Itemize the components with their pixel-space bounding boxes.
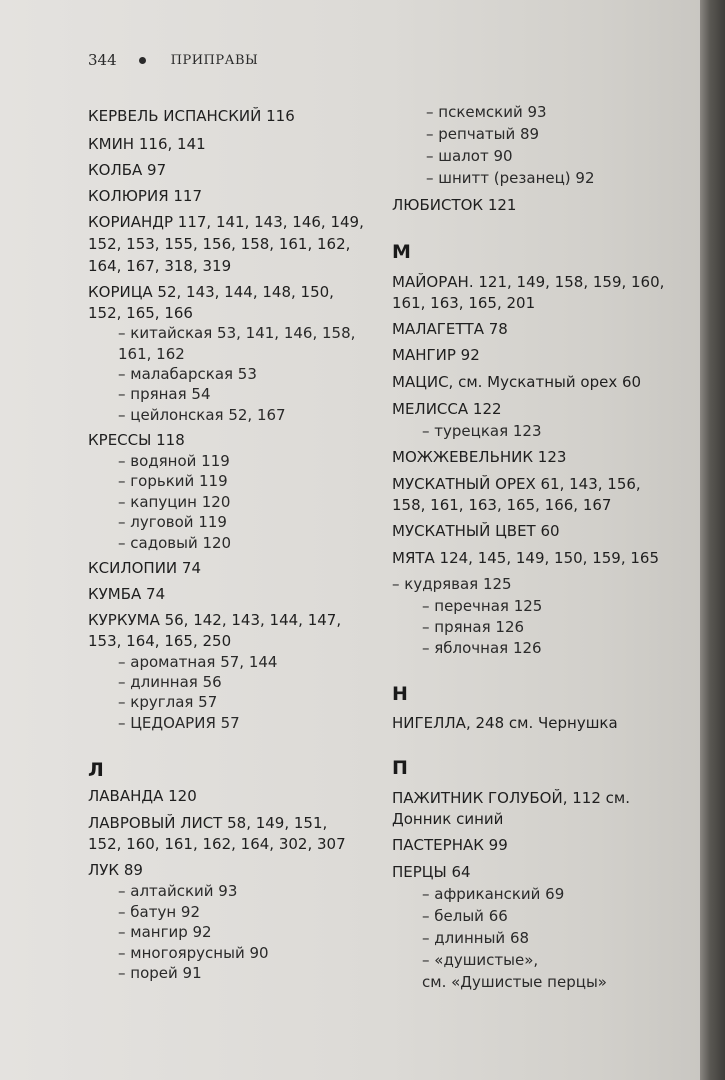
- index-subentry: – луговой 119: [118, 513, 227, 531]
- index-entry: КСИЛОПИИ 74: [88, 559, 202, 577]
- index-entry: МАЛАГЕТТА 78: [392, 320, 508, 338]
- index-entry: ЛАВРОВЫЙ ЛИСТ 58, 149, 151,: [88, 814, 328, 832]
- index-subentry: – горький 119: [118, 472, 228, 490]
- index-subentry: – африканский 69: [422, 885, 565, 903]
- index-entry: КМИН 116, 141: [88, 135, 206, 153]
- index-subentry: – шалот 90: [426, 147, 513, 165]
- bullet-icon: [139, 57, 146, 64]
- index-entry: КЕРВЕЛЬ ИСПАНСКИЙ 116: [88, 107, 295, 125]
- index-subentry: – китайская 53, 141, 146, 158,: [118, 324, 356, 342]
- index-subentry: – перечная 125: [422, 597, 543, 615]
- section-letter: Н: [392, 683, 408, 705]
- index-entry-continuation: 152, 160, 161, 162, 164, 302, 307: [88, 835, 346, 853]
- index-entry-continuation: 161, 163, 165, 201: [392, 294, 536, 312]
- index-subentry: – круглая 57: [118, 693, 218, 711]
- index-entry: МЯТА 124, 145, 149, 150, 159, 165: [392, 549, 660, 567]
- index-entry-continuation: 164, 167, 318, 319: [88, 257, 232, 275]
- index-entry: ЛУК 89: [88, 861, 143, 879]
- index-entry-continuation: 152, 153, 155, 156, 158, 161, 162,: [88, 235, 351, 253]
- index-subentry: – пскемский 93: [426, 103, 547, 121]
- index-subentry: – малабарская 53: [118, 365, 257, 383]
- index-entry: МАЦИС, см. Мускатный орех 60: [392, 373, 642, 391]
- index-entry: КОРИЦА 52, 143, 144, 148, 150,: [88, 283, 334, 301]
- index-subentry: – алтайский 93: [118, 882, 238, 900]
- book-page-edge: [700, 0, 725, 1080]
- index-subentry: – пряная 54: [118, 385, 211, 403]
- index-subentry: – садовый 120: [118, 534, 232, 552]
- index-entry: ЛЮБИСТОК 121: [392, 196, 517, 214]
- index-entry: ПАСТЕРНАК 99: [392, 836, 508, 854]
- index-subentry: – водяной 119: [118, 452, 230, 470]
- page-number: 344: [88, 51, 117, 69]
- index-subentry: – репчатый 89: [426, 125, 540, 143]
- section-letter: М: [392, 241, 411, 263]
- index-entry: КУРКУМА 56, 142, 143, 144, 147,: [88, 611, 342, 629]
- index-subentry: – порей 91: [118, 964, 202, 982]
- index-entry-continuation: Донник синий: [392, 810, 504, 828]
- index-subentry-continuation: см. «Душистые перцы»: [422, 973, 607, 991]
- index-subentry: – мангир 92: [118, 923, 212, 941]
- index-entry: МОЖЖЕВЕЛЬНИК 123: [392, 448, 567, 466]
- index-subentry: – длинная 56: [118, 673, 222, 691]
- index-entry-continuation: 152, 165, 166: [88, 304, 193, 322]
- index-entry: КУМБА 74: [88, 585, 166, 603]
- running-header: [88, 48, 258, 72]
- index-entry-continuation: 153, 164, 165, 250: [88, 632, 232, 650]
- index-entry: ЛАВАНДА 120: [88, 787, 197, 805]
- section-letter: Л: [88, 759, 104, 781]
- section-title: ПРИПРАВЫ: [170, 52, 259, 68]
- index-entry: КРЕССЫ 118: [88, 431, 185, 449]
- section-letter: П: [392, 757, 408, 779]
- index-subentry: – цейлонская 52, 167: [118, 406, 286, 424]
- index-entry: КОРИАНДР 117, 141, 143, 146, 149,: [88, 213, 364, 231]
- index-entry: КОЛЮРИЯ 117: [88, 187, 203, 205]
- index-subentry: – турецкая 123: [422, 422, 542, 440]
- index-entry: ПЕРЦЫ 64: [392, 863, 471, 881]
- index-subentry: – многоярусный 90: [118, 944, 269, 962]
- index-entry: МАНГИР 92: [392, 346, 480, 364]
- index-entry: МЕЛИССА 122: [392, 400, 502, 418]
- index-subentry: – капуцин 120: [118, 493, 231, 511]
- index-subentry: – ароматная 57, 144: [118, 653, 278, 671]
- index-entry: МУСКАТНЫЙ ЦВЕТ 60: [392, 522, 560, 540]
- index-subentry: – батун 92: [118, 903, 200, 921]
- index-subentry: – шнитт (резанец) 92: [426, 169, 595, 187]
- index-subentry: – «душистые»,: [422, 951, 539, 969]
- index-subentry: – ЦЕДОАРИЯ 57: [118, 714, 240, 732]
- index-subentry-continuation: 161, 162: [118, 345, 185, 363]
- index-subentry: – яблочная 126: [422, 639, 542, 657]
- index-entry: МАЙОРАН. 121, 149, 158, 159, 160,: [392, 273, 665, 291]
- index-subentry: – кудрявая 125: [392, 575, 512, 593]
- index-entry: НИГЕЛЛА, 248 см. Чернушка: [392, 714, 618, 732]
- index-entry-continuation: 158, 161, 163, 165, 166, 167: [392, 496, 612, 514]
- index-subentry: – белый 66: [422, 907, 508, 925]
- index-subentry: – пряная 126: [422, 618, 525, 636]
- index-entry: ПАЖИТНИК ГОЛУБОЙ, 112 см.: [392, 789, 630, 807]
- index-subentry: – длинный 68: [422, 929, 530, 947]
- index-entry: КОЛБА 97: [88, 161, 167, 179]
- index-entry: МУСКАТНЫЙ ОРЕХ 61, 143, 156,: [392, 475, 641, 493]
